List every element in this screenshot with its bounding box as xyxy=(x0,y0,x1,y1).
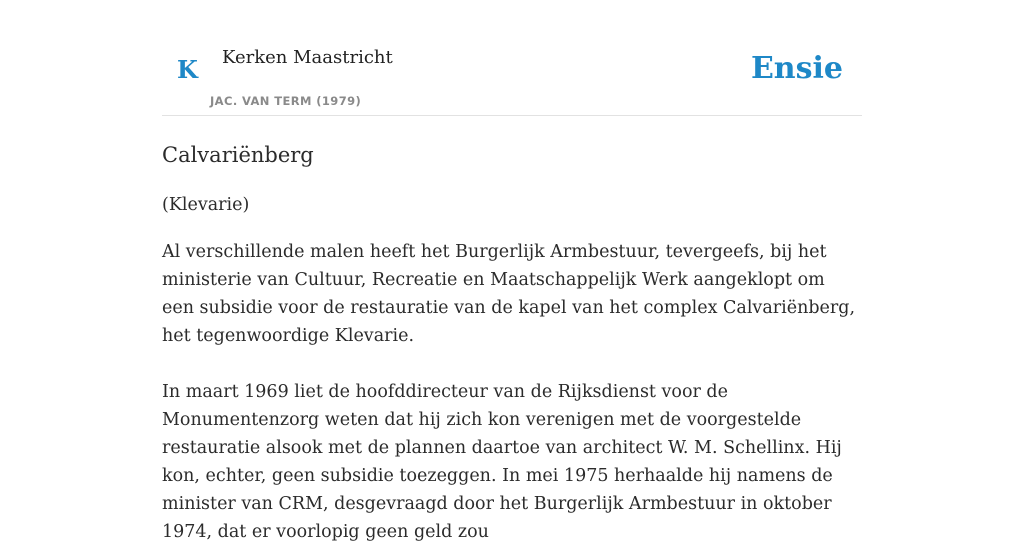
source-logo[interactable]: K xyxy=(177,55,198,84)
article-subtitle: (Klevarie) xyxy=(162,195,250,215)
book-title-link[interactable]: Kerken Maastricht xyxy=(222,47,393,68)
author-label: JAC. VAN TERM (1979) xyxy=(210,94,362,108)
article xyxy=(162,140,862,546)
header xyxy=(162,0,862,116)
article-paragraph: In maart 1969 liet de hoofddirecteur van de Rijksdienst voor de Monumentenzorg weten dat hij zich kon verenigen met de voorgestelde restauratie alsook met de plannen daartoe van architect W. M. Schellinx. Hij kon, echter, geen subsidie toezeggen. In mei 1975 herhaalde hij namens de minister van CRM, desgevraagd door het Burgerlijk Armbestuur in oktober 1974, dat er voorlopig geen geld zou xyxy=(162,382,842,542)
article-paragraph: Al verschillende malen heeft het Burgerlijk Armbestuur, tevergeefs, bij het ministerie van Cultuur, Recreatie en Maatschappelijk Werk aangeklopt om een subsidie voor de restauratie van de kapel van het complex Calvariënberg, het tegenwoordige Klevarie. xyxy=(162,242,856,346)
brand-logo[interactable]: Ensie xyxy=(750,51,843,86)
article-title: Calvariënberg xyxy=(162,143,314,167)
